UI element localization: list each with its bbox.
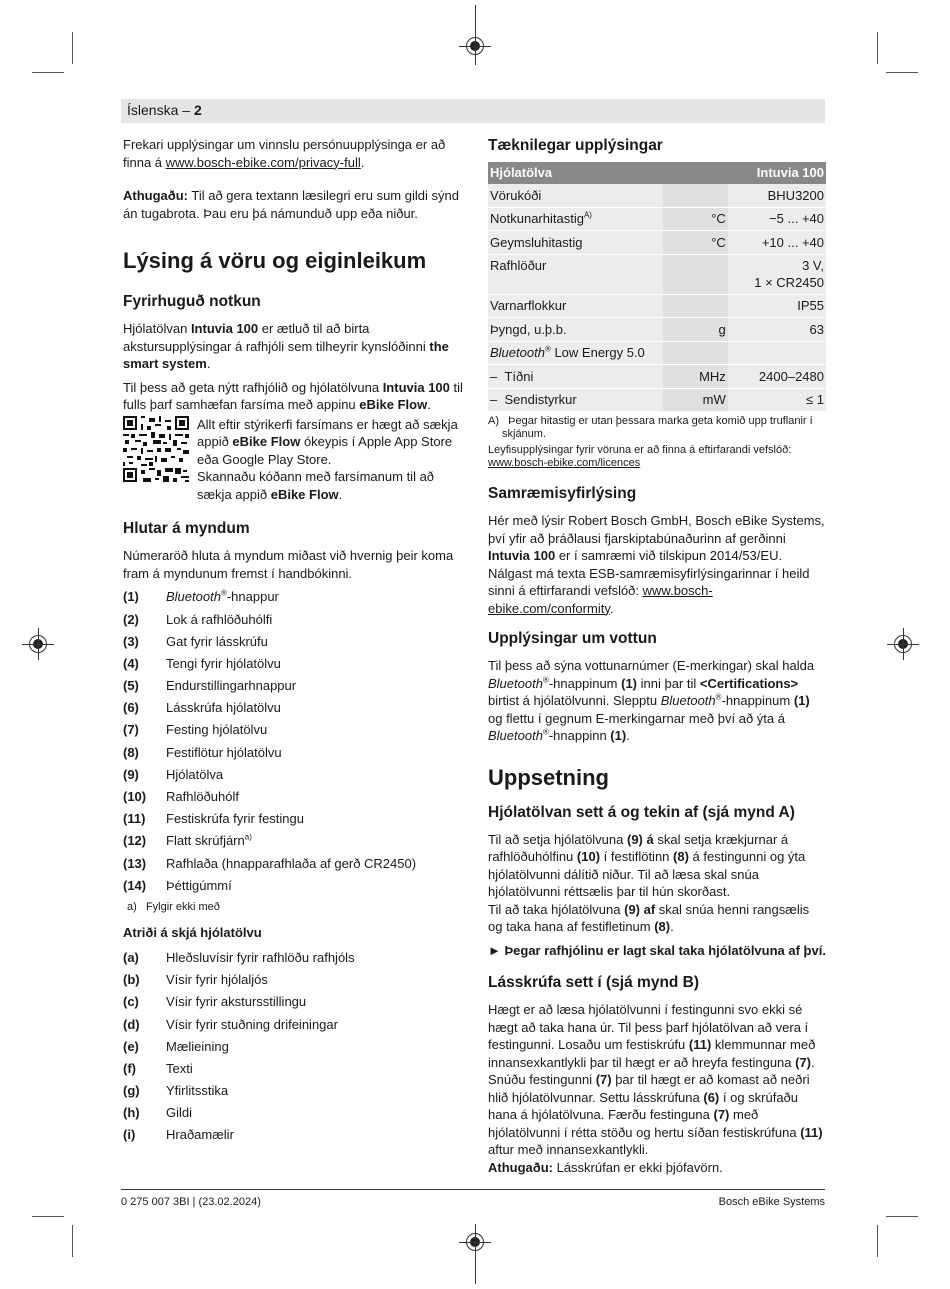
table-cell-label: – Tíðni [488, 365, 663, 389]
item-label: Gildi [166, 1105, 193, 1121]
item-number: (g) [123, 1083, 140, 1099]
table-cell-value: BHU3200 [728, 184, 826, 207]
item-label: Tengi fyrir hjólatölvu [166, 655, 281, 671]
table-row [488, 231, 826, 255]
list-item [123, 719, 463, 741]
certification-heading: Upplýsingar um vottun [488, 630, 657, 647]
lock-paragraph: Hægt er að læsa hjólatölvunni í festingunni svo ekki sé hægt að taka hana úr. Til þess þarf hjólatölvan að vera í festingunni. Losaðu um festiskrúfu (11) klemmunnar með innansexkantlykli þar til hægt er að hreyfa festinguna (7). Snúðu festingunni (7) þar til hægt er að komast að neðri hlið hjólatölvunnar. Settu lásskrúfuna (6) í og skrúfaðu hana á hjólatölvuna. Færðu festinguna (7) með hjólatölvunni í rétta stöðu og hertu síðan festiskrúfuna (11) aftur með innansexkantlykli. [488, 1002, 823, 1157]
list-item [123, 786, 463, 808]
list-item [123, 675, 463, 697]
table-cell-value: 63 [728, 318, 826, 342]
registration-mark-line [475, 5, 476, 65]
table-cell-value: ≤ 1 [728, 388, 826, 412]
table-cell-label: Bluetooth® Low Energy 5.0 [488, 341, 663, 365]
item-label: Gat fyrir lásskrúfu [166, 633, 268, 649]
tech-table-header [488, 162, 826, 184]
table-cell-label: Rafhlöður [488, 254, 663, 294]
item-number: (e) [123, 1038, 139, 1054]
table-cell-unit: g [663, 318, 728, 342]
note-paragraph: Athugaðu: Til að gera textann læsilegri eru sum gildi sýnd án tugabrota. Þau eru þá námunduð upp eða niður. [123, 188, 459, 221]
list-item [123, 608, 463, 630]
item-number: (8) [123, 744, 139, 760]
tech-heading: Tæknilegar upplýsingar [488, 137, 663, 154]
item-label: Vísir fyrir stuðning drifeiningar [166, 1016, 338, 1032]
parts-list [123, 586, 463, 897]
item-label: Lok á rafhlöðuhólfi [166, 611, 273, 627]
registration-mark-line [903, 628, 904, 660]
list-item [123, 874, 463, 896]
item-number: (c) [123, 994, 139, 1010]
footer-doc-number: 0 275 007 3BI | (23.02.2024) [121, 1196, 261, 1208]
item-number: (a) [123, 949, 139, 965]
list-item [123, 1058, 463, 1080]
list-item [123, 697, 463, 719]
item-label: Hraðamælir [166, 1127, 234, 1143]
lock-heading: Lásskrúfa sett í (sjá mynd B) [488, 974, 700, 991]
list-item [123, 1124, 463, 1146]
qr-code-icon [123, 416, 189, 482]
item-label: Vísir fyrir akstursstillingu [166, 994, 307, 1010]
tech-table [488, 162, 826, 412]
item-label: Hjólatölva [166, 766, 224, 782]
list-item [123, 1080, 463, 1102]
scan-paragraph: Skannaðu kóðann með farsímanum til að sækja appið eBike Flow. [197, 469, 435, 502]
table-cell-label: Vörukóði [488, 184, 663, 207]
list-item [123, 741, 463, 763]
crop-mark [886, 72, 918, 73]
item-label: Rafhlöðuhólf [166, 789, 239, 805]
list-item [123, 991, 463, 1013]
item-number: (10) [123, 789, 147, 805]
table-cell-unit [663, 254, 728, 294]
table-cell-value: 3 V, 1 × CR2450 [728, 254, 826, 294]
table-cell-value: +10 ... +40 [728, 231, 826, 255]
table-cell-label: Geymsluhitastig [488, 231, 663, 255]
item-number: (5) [123, 678, 139, 694]
table-cell-label: Notkunarhitastig$^{A)}$ [488, 207, 663, 231]
right-column [488, 136, 826, 1182]
table-footnote: A) Þegar hitastig er utan þessara marka geta komið upp truflanir í skjánum. [488, 415, 813, 440]
table-row [488, 254, 826, 294]
item-number: (b) [123, 972, 140, 988]
table-cell-unit: MHz [663, 365, 728, 389]
item-number: (3) [123, 633, 139, 649]
table-cell-value: IP55 [728, 294, 826, 318]
intended-use-heading: Fyrirhuguð notkun [123, 293, 261, 310]
item-label: Vísir fyrir hjólaljós [166, 972, 268, 988]
parts-intro: Númeraröð hluta á myndum miðast við hvernig þeir koma fram á myndunum fremst í handbókinni. [123, 548, 454, 581]
item-number: (1) [123, 589, 139, 605]
app-store-paragraph: Allt eftir stýrikerfi farsímans er hægt að sækja appið eBike Flow ókeypis í Apple App Store eða Google Play Store. [197, 416, 458, 467]
table-row [488, 184, 826, 207]
lock-note: Athugaðu: Lásskrúfan er ekki þjófavörn. [488, 1159, 723, 1175]
crop-mark [32, 1216, 64, 1217]
conformity-paragraph: Hér með lýsir Robert Bosch GmbH, Bosch eBike Systems, því yfir að þráðlausi fjarskiptabúnaðurinn af gerðinni Intuvia 100 er í samræmi við tilskipun 2014/53/EU. Nálgast má texta ESB-samræmisyfirlýsingarinnar í heild sinni á eftirfarandi vefslóð: www.bosch-ebike.com/conformity. [488, 513, 825, 616]
crop-mark [32, 72, 64, 73]
table-row [488, 341, 826, 365]
item-number: (14) [123, 877, 147, 893]
display-list [123, 947, 463, 1147]
setup-title: Uppsetning [488, 764, 609, 790]
table-cell-value: 2400–2480 [728, 365, 826, 389]
page-footer [121, 1189, 825, 1208]
item-number: (d) [123, 1016, 140, 1032]
item-label: Festiskrúfa fyrir festingu [166, 811, 304, 827]
item-label: Flatt skrúfjárn$^{a)}$ [166, 833, 252, 849]
app-paragraph: Til þess að geta nýtt rafhjólið og hjólatölvuna Intuvia 100 til fulls þarf samhæfan farsíma með appinu eBike Flow. [123, 379, 463, 412]
list-item [123, 969, 463, 991]
qr-block [123, 416, 463, 504]
item-number: (6) [123, 700, 139, 716]
table-cell-label: Varnarflokkur [488, 294, 663, 318]
left-column [123, 136, 463, 1148]
item-label: Festing hjólatölvu [166, 722, 268, 738]
footer-brand: Bosch eBike Systems [718, 1196, 825, 1208]
table-cell-unit [663, 341, 728, 365]
mount-warning: ► Þegar rafhjólinu er lagt skal taka hjólatölvuna af því. [488, 942, 826, 958]
crop-mark [72, 1225, 73, 1257]
list-item [123, 852, 463, 874]
table-cell-unit [663, 184, 728, 207]
item-label: Hleðsluvísir fyrir rafhlöðu rafhjóls [166, 949, 355, 965]
list-item [123, 586, 463, 608]
item-number: (f) [123, 1060, 136, 1076]
table-cell-unit [663, 294, 728, 318]
item-number: (i) [123, 1127, 136, 1143]
table-cell-label: Þyngd, u.þ.b. [488, 318, 663, 342]
page-header-text: Íslenska – 2 [127, 102, 202, 118]
list-item [123, 630, 463, 652]
table-cell-value [728, 341, 826, 365]
item-label: Bluetooth®-hnappur [166, 589, 279, 605]
licences-text: Leyfisupplýsingar fyrir vöruna er að finna á eftirfarandi vefslóð: [488, 444, 792, 456]
item-label: Mælieining [166, 1038, 229, 1054]
privacy-paragraph: Frekari upplýsingar um vinnslu persónuupplýsinga er að finna á www.bosch-ebike.com/privacy-full. [123, 137, 446, 170]
item-number: (h) [123, 1105, 140, 1121]
licences-link[interactable]: www.bosch-ebike.com/licences [488, 457, 641, 469]
item-label: Endurstillingarhnappur [166, 678, 297, 694]
list-item [123, 653, 463, 675]
table-cell-unit: °C [663, 231, 728, 255]
table-row [488, 294, 826, 318]
mount-paragraph-2: Til að taka hjólatölvuna (9) af skal snúa henni rangsælis og taka hana af festifletinum (8). [488, 901, 810, 934]
list-item [123, 1013, 463, 1035]
table-cell-label: – Sendistyrkur [488, 388, 663, 412]
intended-use-paragraph: Hjólatölvan Intuvia 100 er ætluð til að birta akstursupplýsingar á rafhjóli sem tilheyrir kynslóðinni the smart system. [123, 321, 449, 371]
item-label: Festiflötur hjólatölvu [166, 744, 282, 760]
registration-mark-line [475, 1224, 476, 1284]
certification-paragraph: Til þess að sýna vottunarnúmer (E-merkingar) skal halda Bluetooth®-hnappinum (1) inni þar til <Certifications> birtist á hjólatölvunni. Slepptu Bluetooth®-hnappinum (1) og flettu í gegnum E-merkingarnar með því að ýta á Bluetooth®-hnappinn (1). [488, 658, 815, 743]
section-title: Lýsing á vöru og eiginleikum [123, 248, 427, 273]
item-label: Þéttigúmmí [166, 877, 232, 893]
crop-mark [877, 32, 878, 64]
item-number: (11) [123, 811, 146, 827]
item-label: Yfirlitsstika [166, 1083, 229, 1099]
table-cell-unit: °C [663, 207, 728, 231]
item-number: (7) [123, 722, 139, 738]
crop-mark [886, 1216, 918, 1217]
item-number: (12) [123, 833, 147, 849]
parts-footnote: a) Fylgir ekki með [127, 900, 220, 913]
table-row [488, 207, 826, 231]
table-row [488, 318, 826, 342]
crop-mark [877, 1225, 878, 1257]
list-item [123, 764, 463, 786]
conformity-heading: Samræmisyfirlýsing [488, 485, 637, 502]
item-label: Rafhlaða (hnapparafhlaða af gerð CR2450) [166, 855, 417, 871]
item-label: Lásskrúfa hjólatölvu [166, 700, 281, 716]
privacy-link[interactable]: www.bosch-ebike.com/privacy-full [165, 154, 361, 170]
list-item [123, 947, 463, 969]
table-row [488, 365, 826, 389]
table-row [488, 388, 826, 412]
table-cell-unit: mW [663, 388, 728, 412]
page-header [121, 99, 825, 123]
tech-table-header-left: Hjólatölva [488, 162, 728, 184]
item-number: (9) [123, 766, 139, 782]
mount-paragraph-1: Til að setja hjólatölvuna (9) á skal setja krækjurnar á rafhlöðuhólfinu (10) í festiflötinn (8) á festingunni og ýta hjólatölvunni dálítið niður. Til að læsa skal snúa hjólatölvunni réttsælis þar til hún skorðast. [488, 831, 806, 899]
item-number: (13) [123, 855, 147, 871]
crop-mark [72, 32, 73, 64]
item-number: (2) [123, 611, 139, 627]
item-number: (4) [123, 655, 139, 671]
parts-heading: Hlutar á myndum [123, 520, 250, 537]
tech-table-header-right: Intuvia 100 [728, 162, 826, 184]
qr-text [197, 416, 463, 504]
list-item [123, 830, 463, 852]
table-cell-value: −5 ... +40 [728, 207, 826, 231]
list-item [123, 1102, 463, 1124]
mount-heading: Hjólatölvan sett á og tekin af (sjá mynd A) [488, 803, 795, 821]
registration-mark-line [38, 628, 39, 660]
list-item [123, 808, 463, 830]
list-item [123, 1035, 463, 1057]
display-heading: Atriði á skjá hjólatölvu [123, 925, 262, 941]
conformity-link[interactable]: www.bosch-ebike.com/conformity [488, 583, 713, 616]
item-label: Texti [166, 1060, 193, 1076]
